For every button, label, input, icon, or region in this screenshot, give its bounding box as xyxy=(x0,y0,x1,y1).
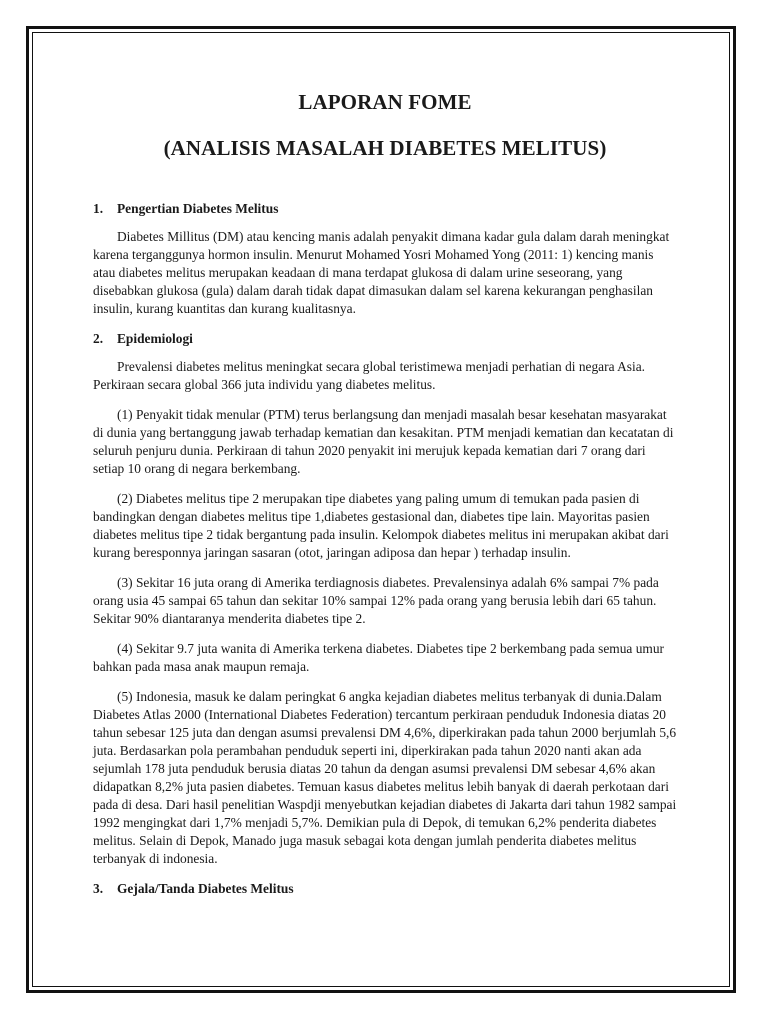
section-number: 2. xyxy=(93,331,104,346)
section-heading-3 xyxy=(93,880,677,898)
section-title: Epidemiologi xyxy=(117,331,193,346)
section-title: Gejala/Tanda Diabetes Melitus xyxy=(117,881,294,896)
paragraph: Diabetes Millitus (DM) atau kencing manis adalah penyakit dimana kadar gula dalam darah meningkat karena terganggunya hormon insulin. Menurut Mohamed Yosri Mohamed Yong (2011: 1) kencing manis atau diabetes melitus merupakan keadaan di mana terdapat glukosa di dalam urine seseorang, yang disebabkan glukosa (gula) dalam darah tidak dapat dimasukan dalam sel karena kekurangan penghasilan insulin, kurang kuantitas dan kurang kualitasnya. xyxy=(93,229,670,316)
paragraph: (1) Penyakit tidak menular (PTM) terus berlangsung dan menjadi masalah besar kesehatan masyarakat di dunia yang bertanggung jawab terhadap kematian dan kesakitan. PTM menjadi kematian dan kecatatan di seluruh penjuru dunia. Perkiraan di tahun 2020 penyakit ini merujuk kepada kematian dari 7 orang dari setiap 10 orang di negara berkembang. xyxy=(93,407,674,476)
paragraph: (5) Indonesia, masuk ke dalam peringkat 6 angka kejadian diabetes melitus terbanyak di dunia.Dalam Diabetes Atlas 2000 (International Diabetes Federation) tercantum perkiraan penduduk Indonesia diatas 20 tahun sebesar 125 juta dan dengan asumsi prevalensi DM 4,6%, diperkirakan pada tahun 2000 berjumlah 5,6 juta. Berdasarkan pola perambahan penduduk seperti ini, diperkirakan pada tahun 2020 nanti akan ada sejumlah 178 juta penduduk berusia diatas 20 tahun da dengan asumsi prevalensi DM sebesar 4,6% akan didapatkan 8,2% juta pasien diabetes. Temuan kasus diabetes melitus lebih banyak di daerah perkotaan dari pada di desa. Dari hasil penelitian Waspdji menyebutkan kejadian diabetes di Jakarta dari tahun 1982 sampai 1992 mengingkat dari 1,7% menjadi 5,7%. Demikian pula di Depok, di temukan 6,2% penderita diabetes melitus. Selain di Depok, Manado juga masuk sebagai kota dengan jumlah penderita diabetes melitus terbanyak di indonesia. xyxy=(93,689,677,866)
document-title: LAPORAN FOME xyxy=(298,90,472,114)
section-heading-2 xyxy=(93,330,677,348)
paragraph: (4) Sekitar 9.7 juta wanita di Amerika terkena diabetes. Diabetes tipe 2 berkembang pada semua umur bahkan pada masa anak maupun remaja. xyxy=(93,641,664,674)
document-subtitle: (ANALISIS MASALAH DIABETES MELITUS) xyxy=(163,136,607,160)
paragraph: Prevalensi diabetes melitus meningkat secara global teristimewa menjadi perhatian di negara Asia. Perkiraan secara global 366 juta individu yang diabetes melitus. xyxy=(93,359,646,392)
section-title: Pengertian Diabetes Melitus xyxy=(117,201,279,216)
section-heading-1 xyxy=(93,200,677,218)
paragraph: (3) Sekitar 16 juta orang di Amerika terdiagnosis diabetes. Prevalensinya adalah 6% sampai 7% pada orang usia 45 sampai 65 tahun dan sekitar 10% sampai 12% pada orang yang berusia lebih dari 65 tahun. Sekitar 90% diantaranya menderita diabetes tipe 2. xyxy=(93,575,659,626)
section-number: 3. xyxy=(93,881,104,896)
document-body xyxy=(93,88,677,898)
paragraph: (2) Diabetes melitus tipe 2 merupakan tipe diabetes yang paling umum di temukan pada pasien di bandingkan dengan diabetes melitus tipe 1,diabetes gestasional dan, diabetes tipe lain. Mayoritas pasien diabetes melitus tipe 2 tidak bergantung pada insulin. Kelompok diabetes melitus ini merupakan akibat dari kurang beresponnya jaringan sasaran (otot, jaringan adiposa dan hepar ) terhadap insulin. xyxy=(93,491,669,560)
section-number: 1. xyxy=(93,201,104,216)
